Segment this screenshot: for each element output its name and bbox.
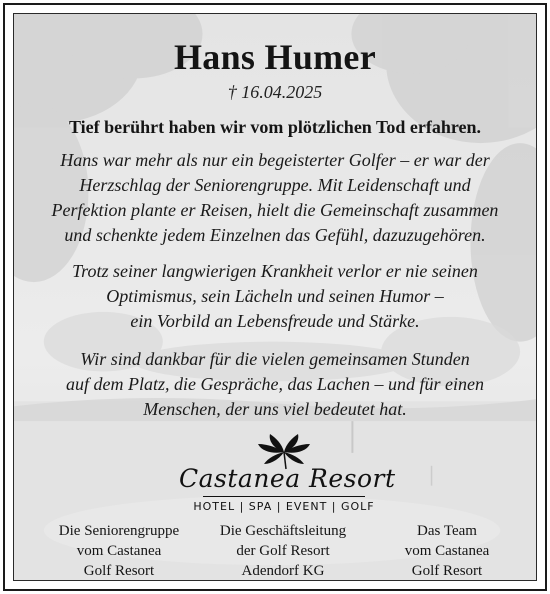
deceased-name: Hans Humer <box>173 37 376 77</box>
tribute-paragraph-3 <box>34 347 516 422</box>
signatory-line: Die Geschäftsleitung <box>219 523 347 539</box>
death-date: † 16.04.2025 <box>227 82 323 102</box>
logo-wordmark: Castanea Resort <box>179 464 396 493</box>
signatory-line: Golf Resort <box>411 563 483 579</box>
text-line: ein Vorbild an Lebensfreude und Stärke. <box>130 311 420 331</box>
text-line: Hans war mehr als nur ein begeisterter Golfer – er war der <box>60 150 490 170</box>
text-line: Trotz seiner langwierigen Krankheit verlor er nie seinen <box>72 261 478 281</box>
signatory-seniorengruppe <box>34 521 204 581</box>
obituary-content <box>14 14 536 580</box>
tribute-paragraph-2 <box>34 259 516 334</box>
signatory-line: Das Team <box>417 523 477 539</box>
signatory-line: Golf Resort <box>83 563 155 579</box>
logo-tagline: HOTEL | SPA | EVENT | GOLF <box>193 500 375 513</box>
obituary-frame <box>3 3 547 591</box>
signatory-line: Adendorf KG <box>241 563 325 579</box>
tribute-paragraph-1 <box>34 148 516 248</box>
lead-sentence: Tief berührt haben wir vom plötzlichen Tod erfahren. <box>68 117 482 137</box>
text-line: auf dem Platz, die Gespräche, das Lachen – und für einen <box>66 374 484 394</box>
text-line: Optimismus, sein Lächeln und seinen Humor – <box>106 286 444 306</box>
castanea-resort-logo <box>179 432 396 520</box>
logo-divider <box>203 496 365 497</box>
signatory-team <box>362 521 532 581</box>
text-line: Wir sind dankbar für die vielen gemeinsamen Stunden <box>80 349 470 369</box>
text-line: Menschen, der uns viel bedeutet hat. <box>143 399 407 419</box>
text-line: und schenkte jedem Einzelnen das Gefühl, dazuzugehören. <box>64 225 486 245</box>
signatory-line: Die Seniorengruppe <box>58 523 180 539</box>
obituary-panel <box>13 13 537 581</box>
signatory-line: vom Castanea <box>76 543 162 559</box>
signatory-line: der Golf Resort <box>236 543 330 559</box>
text-line: Herzschlag der Seniorengruppe. Mit Leidenschaft und <box>79 175 471 195</box>
signatory-geschaeftsleitung <box>198 521 368 581</box>
text-line: Perfektion plante er Reisen, hielt die Gemeinschaft zusammen <box>51 200 499 220</box>
signatory-line: vom Castanea <box>404 543 490 559</box>
